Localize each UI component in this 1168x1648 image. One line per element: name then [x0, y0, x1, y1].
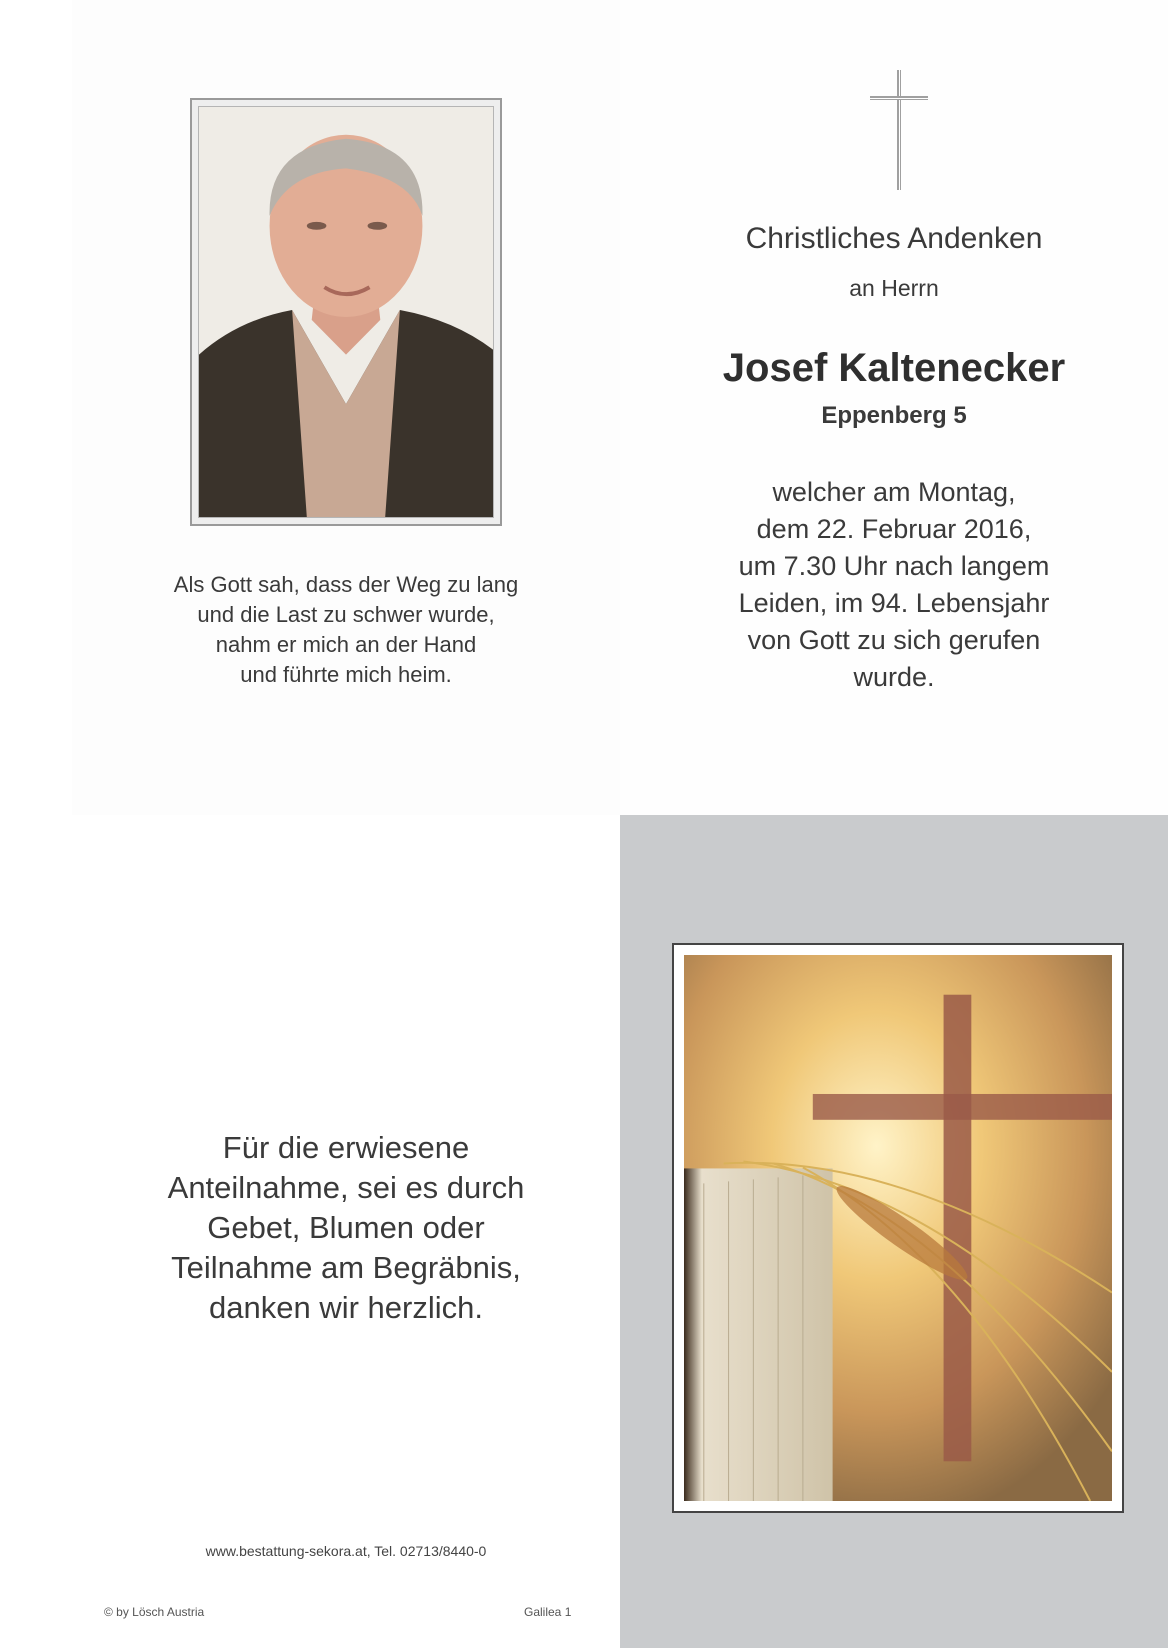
death-line: von Gott zu sich gerufen — [747, 625, 1041, 655]
contact-info: www.bestattung-sekora.at, Tel. 02713/8440-0 — [205, 1543, 487, 1559]
thanks-line: Für die erwiesene — [222, 1130, 470, 1165]
thanks-line: Anteilnahme, sei es durch — [167, 1170, 525, 1205]
death-line: wurde. — [853, 662, 935, 692]
thanks-panel — [72, 815, 620, 1648]
death-notice — [620, 474, 1168, 696]
deceased-address: Eppenberg 5 — [821, 402, 967, 429]
cross-icon — [868, 70, 932, 200]
design-code: Galilea 1 — [524, 1605, 572, 1619]
picture-frame — [672, 943, 1124, 1513]
death-line: um 7.30 Uhr nach langem — [738, 551, 1050, 581]
thanks-line: Teilnahme am Begräbnis, — [171, 1250, 521, 1285]
poem-line: und die Last zu schwer wurde, — [197, 602, 495, 627]
poem — [72, 570, 620, 690]
cross-wheat-picture — [684, 955, 1112, 1501]
poem-line: Als Gott sah, dass der Weg zu lang — [173, 572, 519, 597]
death-line: dem 22. Februar 2016, — [756, 514, 1032, 544]
thanks-line: Gebet, Blumen oder — [207, 1210, 485, 1245]
portrait-panel — [72, 0, 620, 815]
poem-line: und führte mich heim. — [240, 662, 452, 687]
picture-panel — [620, 815, 1168, 1648]
memorial-panel — [620, 0, 1168, 815]
portrait-frame — [190, 98, 502, 526]
portrait-photo — [198, 106, 494, 518]
death-line: welcher am Montag, — [772, 477, 1016, 507]
thanks-text — [72, 1128, 620, 1328]
thanks-line: danken wir herzlich. — [209, 1290, 483, 1325]
copyright: © by Lösch Austria — [104, 1605, 205, 1619]
card-title: Christliches Andenken — [745, 222, 1043, 255]
poem-line: nahm er mich an der Hand — [215, 632, 477, 657]
death-line: Leiden, im 94. Lebensjahr — [738, 588, 1050, 618]
deceased-name: Josef Kaltenecker — [722, 346, 1066, 390]
card-subtitle: an Herrn — [849, 275, 939, 301]
